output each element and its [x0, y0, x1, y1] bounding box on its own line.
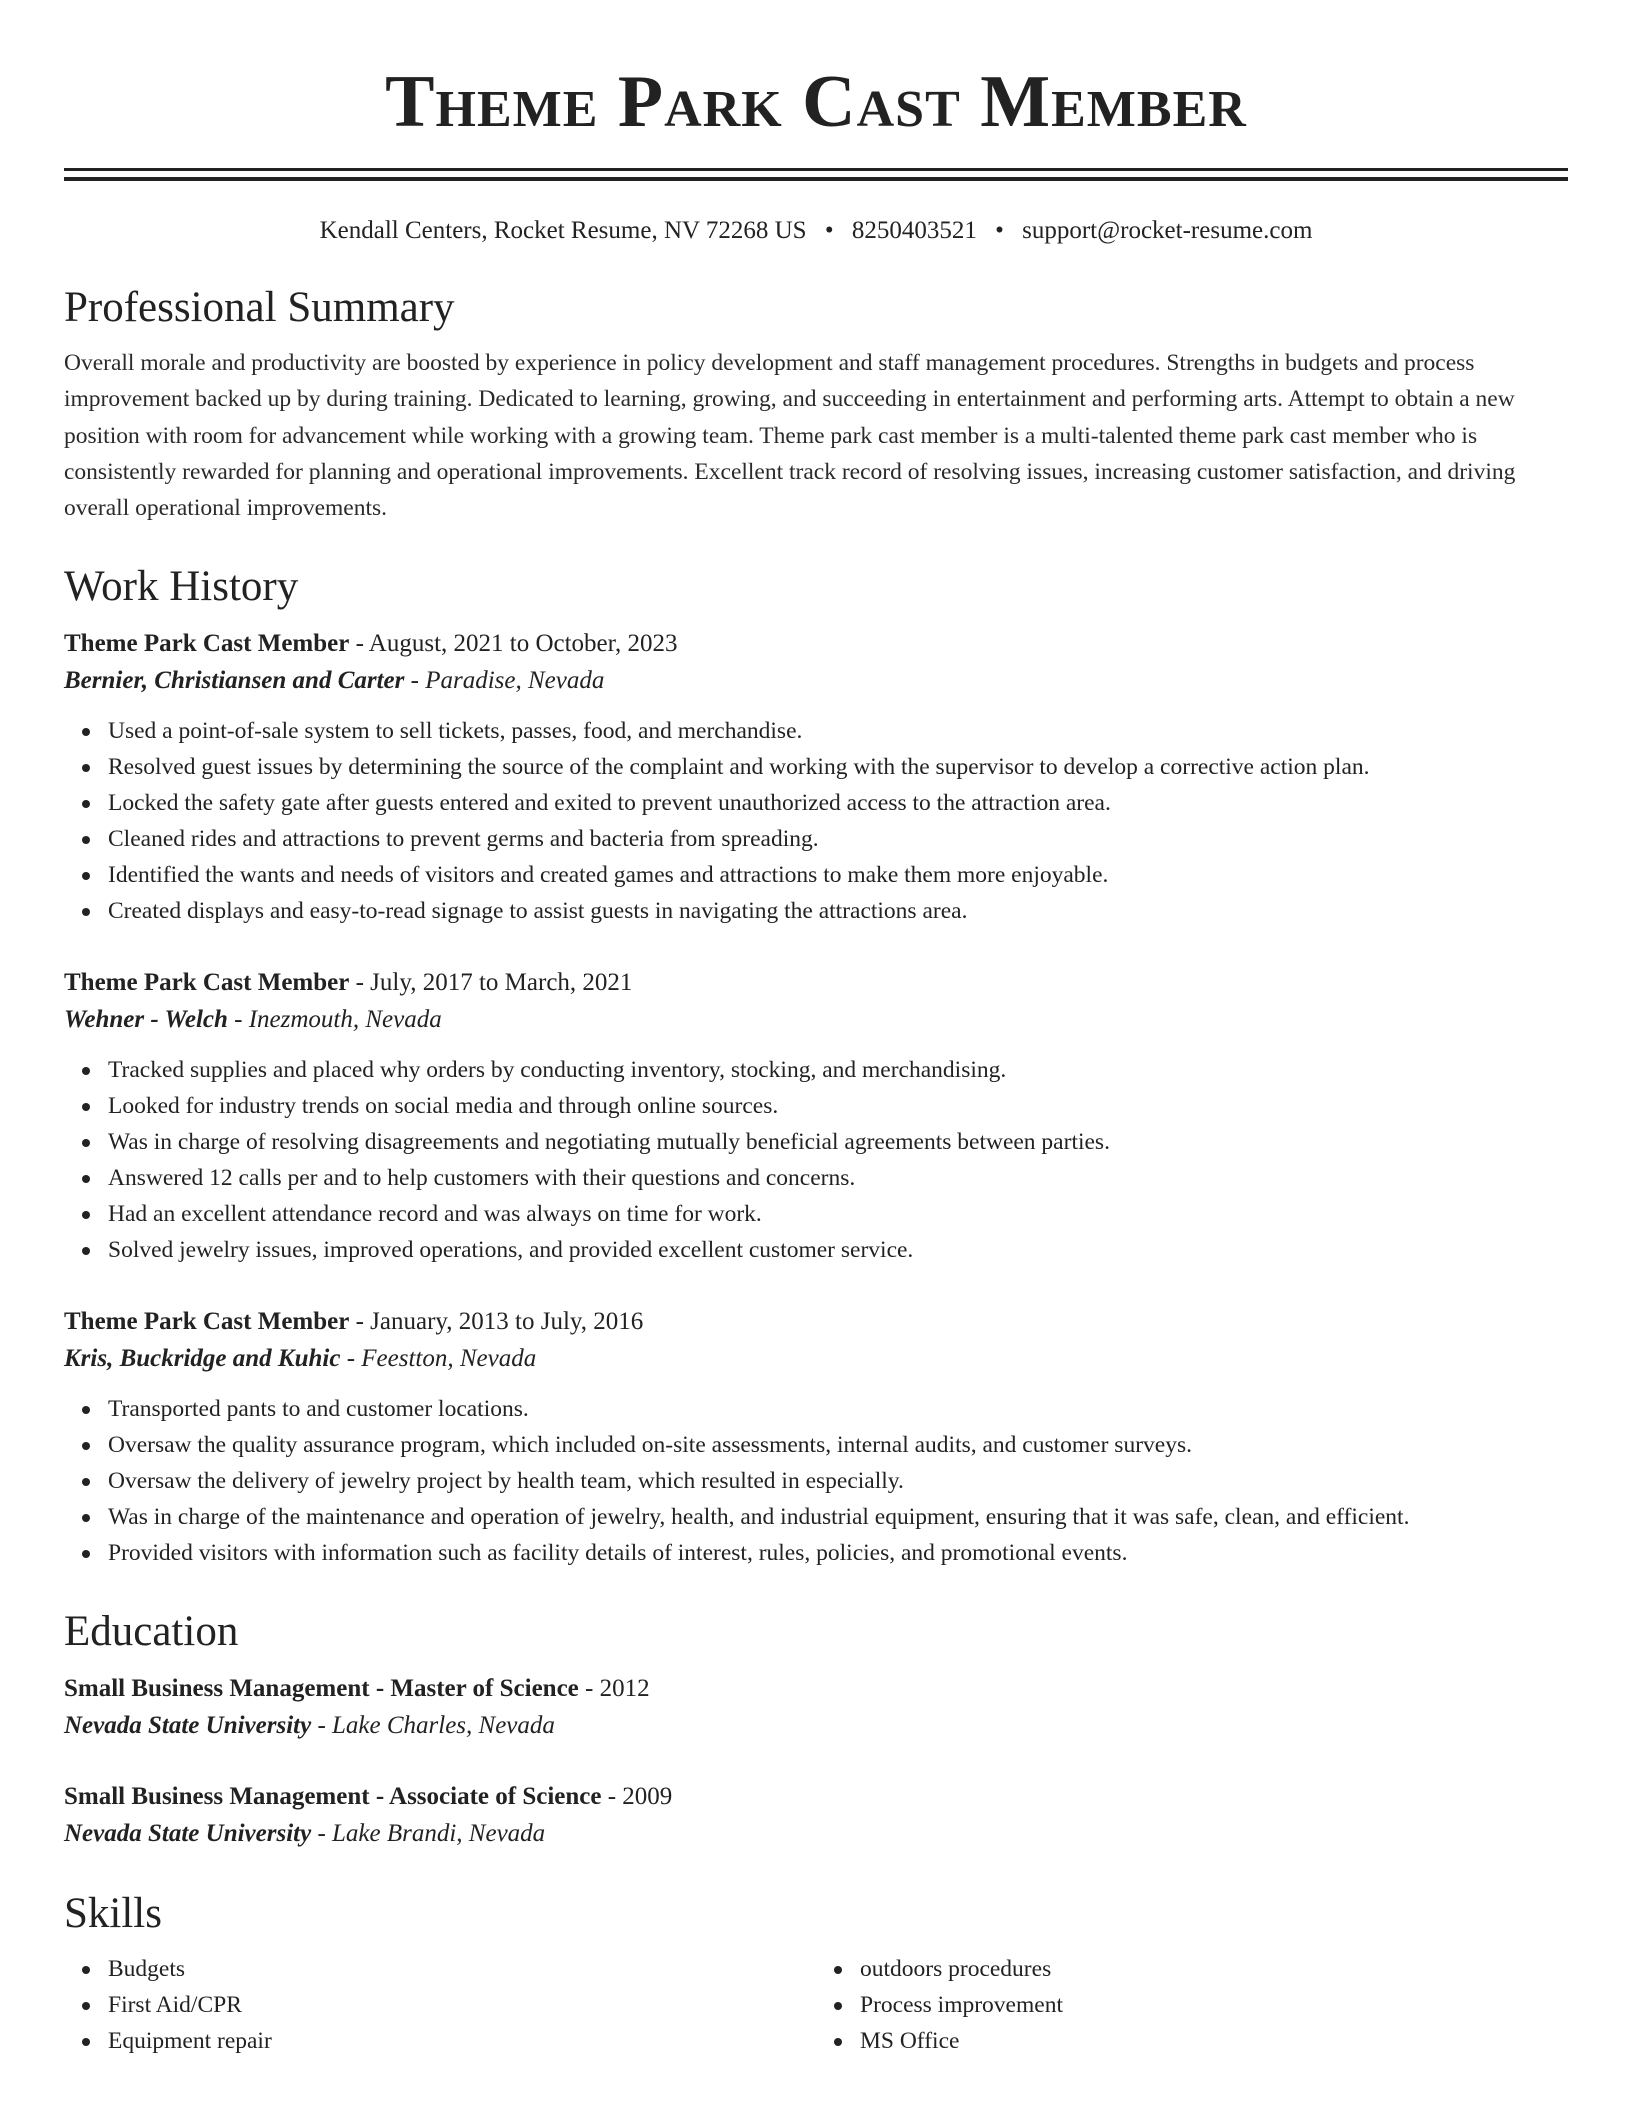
job-dates: - August, 2021 to October, 2023	[349, 630, 678, 658]
job-location: - Feestton, Nevada	[340, 1345, 537, 1373]
education-degree: Small Business Management - Master of Science	[64, 1675, 579, 1703]
job-company-line	[64, 1340, 1568, 1378]
job-company: Bernier, Christiansen and Carter	[64, 667, 405, 695]
summary-text: Overall morale and productivity are boosted by experience in policy development and staff management procedures. Strengths in budgets and process improvement backed up by during training. Dedicated to learning, growing, and succeeding in entertainment and performing arts. Attempt to obtain a new position with room for advancement while working with a growing team. Theme park cast member is a multi-talented theme park cast member who is consistently rewarded for planning and operational improvements. Excellent track record of resolving issues, increasing customer satisfaction, and driving overall operational improvements.	[64, 350, 1516, 522]
job-title-line	[64, 1304, 1568, 1340]
job-duty: Looked for industry trends on social media and through online sources.	[108, 1088, 1568, 1124]
skills-list-left	[64, 1951, 816, 2059]
education-entry	[64, 1671, 1568, 1745]
education-year: - 2012	[578, 1675, 650, 1703]
skills-columns	[64, 1951, 1568, 2059]
education-degree-line	[64, 1779, 1568, 1815]
job-title: Theme Park Cast Member	[64, 969, 350, 997]
work-history-heading: Work History	[64, 563, 299, 611]
job-dates: - July, 2017 to March, 2021	[349, 969, 633, 997]
job-company-line	[64, 1001, 1568, 1039]
education-school: Nevada State University	[64, 1712, 312, 1740]
education-school-line	[64, 1815, 1568, 1853]
job-location: - Inezmouth, Nevada	[227, 1006, 442, 1034]
job-duties-list	[64, 1391, 1568, 1571]
job-duty: Tracked supplies and placed why orders by conducting inventory, stocking, and merchandising.	[108, 1052, 1568, 1088]
job-duty: Cleaned rides and attractions to prevent germs and bacteria from spreading.	[108, 821, 1568, 857]
job-duty: Identified the wants and needs of visitors and created games and attractions to make them more enjoyable.	[108, 857, 1568, 893]
skill-item: First Aid/CPR	[108, 1987, 816, 2023]
contact-email[interactable]: support@rocket-resume.com	[1022, 217, 1313, 244]
job-duty: Was in charge of the maintenance and operation of jewelry, health, and industrial equipment, ensuring that it was safe, clean, and efficient.	[108, 1499, 1568, 1535]
education-degree-line	[64, 1671, 1568, 1707]
job-duty: Oversaw the quality assurance program, which included on-site assessments, internal audits, and customer surveys.	[108, 1427, 1568, 1463]
job-entry	[64, 965, 1568, 1268]
contact-separator: •	[824, 217, 834, 244]
contact-address: Kendall Centers, Rocket Resume, NV 72268 US	[319, 217, 807, 244]
job-duty: Solved jewelry issues, improved operations, and provided excellent customer service.	[108, 1232, 1568, 1268]
job-entry	[64, 1304, 1568, 1571]
job-location: - Paradise, Nevada	[404, 667, 605, 695]
education-location: - Lake Charles, Nevada	[311, 1712, 555, 1740]
contact-separator: •	[995, 217, 1004, 244]
skill-item: MS Office	[860, 2023, 1568, 2059]
job-duty: Provided visitors with information such as facility details of interest, rules, policies, and promotional events.	[108, 1535, 1568, 1571]
education-entry	[64, 1779, 1568, 1853]
education-heading: Education	[64, 1608, 239, 1656]
job-title-line	[64, 965, 1568, 1001]
skill-item: outdoors procedures	[860, 1951, 1568, 1987]
contact-line	[64, 215, 1568, 247]
summary-heading: Professional Summary	[64, 284, 455, 331]
job-duty: Oversaw the delivery of jewelry project by health team, which resulted in especially.	[108, 1463, 1568, 1499]
resume-title: Theme Park Cast Member	[385, 61, 1247, 143]
job-duty: Had an excellent attendance record and was always on time for work.	[108, 1196, 1568, 1232]
job-duty: Answered 12 calls per and to help customers with their questions and concerns.	[108, 1160, 1568, 1196]
job-duty: Transported pants to and customer locations.	[108, 1391, 1568, 1427]
job-company: Wehner - Welch	[64, 1006, 228, 1034]
job-dates: - January, 2013 to July, 2016	[349, 1308, 644, 1336]
education-degree: Small Business Management - Associate of Science	[64, 1783, 602, 1811]
education-year: - 2009	[601, 1783, 673, 1811]
job-duty: Was in charge of resolving disagreements and negotiating mutually beneficial agreements between parties.	[108, 1124, 1568, 1160]
job-title: Theme Park Cast Member	[64, 1308, 350, 1336]
skills-heading: Skills	[64, 1890, 162, 1938]
job-title-line	[64, 626, 1568, 662]
title-divider-thick	[64, 168, 1568, 171]
skill-item: Process improvement	[860, 1987, 1568, 2023]
education-school: Nevada State University	[64, 1820, 312, 1848]
job-title: Theme Park Cast Member	[64, 630, 350, 658]
title-divider-thin	[64, 177, 1568, 181]
job-duty: Used a point-of-sale system to sell tickets, passes, food, and merchandise.	[108, 713, 1568, 749]
job-duty: Resolved guest issues by determining the source of the complaint and working with the supervisor to develop a corrective action plan.	[108, 749, 1568, 785]
job-duties-list	[64, 713, 1568, 929]
job-duty: Created displays and easy-to-read signage to assist guests in navigating the attractions area.	[108, 893, 1568, 929]
education-school-line	[64, 1707, 1568, 1745]
job-company: Kris, Buckridge and Kuhic	[64, 1345, 341, 1373]
skills-list-right	[816, 1951, 1568, 2059]
job-entry	[64, 626, 1568, 929]
job-duty: Locked the safety gate after guests entered and exited to prevent unauthorized access to the attraction area.	[108, 785, 1568, 821]
job-duties-list	[64, 1052, 1568, 1268]
job-company-line	[64, 662, 1568, 700]
skill-item: Budgets	[108, 1951, 816, 1987]
skill-item: Equipment repair	[108, 2023, 816, 2059]
contact-phone: 8250403521	[851, 217, 977, 244]
education-location: - Lake Brandi, Nevada	[311, 1820, 546, 1848]
